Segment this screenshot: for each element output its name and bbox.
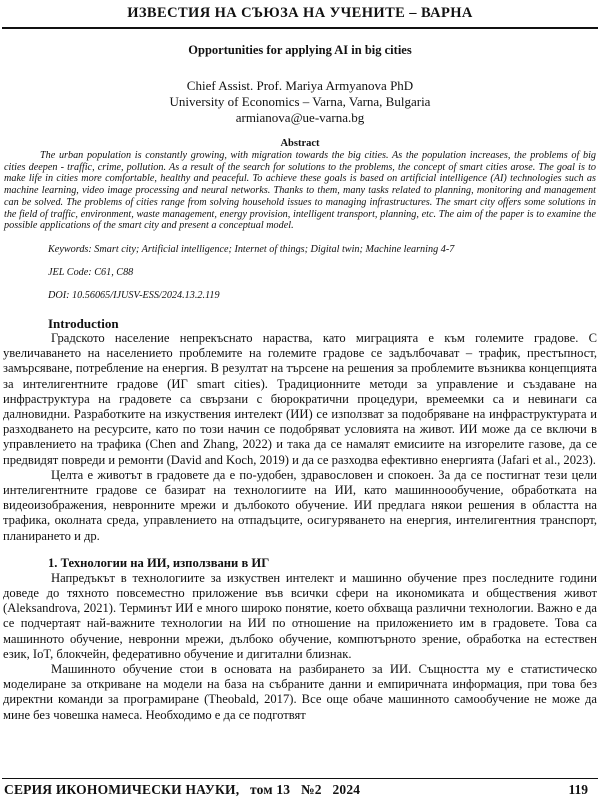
series-name: СЕРИЯ ИКОНОМИЧЕСКИ НАУКИ, — [4, 782, 240, 797]
section-1-paragraph-2: Машинното обучение стои в основата на разбирането за ИИ. Същността му е статистическо моделиране за откриване на модели на база на събраните данни и емпиричната информация, при това без директни команди за програмиране (Theobald, 2017). Все още обаче машинното самообучение не може да мине без човешка намеса. Необходимо е да се подготвят — [3, 661, 597, 722]
abstract-text: The urban population is constantly growing, with migration towards the big cities. As the population increases, the problems of big cities deepen - traffic, crime, pollution. As a result of the search for solutions to the problems, the concept of smart cities arose. The goal is to make life in cities more comfortable, healthy and peaceful. To achieve these goals is based on artificial intelligence (AI) technologies such as machine learning, video image processing and neural networks. Thanks to them, many tasks related to planning, monitoring and management can be solved. The problems of cities range from solving household issues to managing infrastructures. The smart city offers some solutions in the field of traffic, environment, waste management, energy provision, intelligent transport, planning, etc. The aim of the paper is to examine the possible applications of the smart city and present a conceptual model. — [4, 150, 596, 232]
issue: №2 — [300, 782, 322, 797]
year: 2024 — [332, 782, 361, 797]
volume: том 13 — [250, 782, 291, 797]
doi: DOI: 10.56065/IJUSV-ESS/2024.13.2.119 — [48, 289, 220, 301]
intro-paragraph-1: Градското население непрекъснато нараства, като миграцията е към големите градове. С увеличаването на населението проблемите на големите градове се задълбочават – трафик, престъпност, замърсяване, потребление на енергия. В резултат на търсене на решения за проблемите възниква концепцията за интелигентните градове (ИГ smart cities). Традиционните методи за управление и създаване на инфраструктура на градовете са свързани с бюрократични процедури, времеемки са и невинаги са далновидни. Разработките на изкуствения интелект (ИИ) се използват за подобряване на инфраструктурата и разходването на ресурсите, като по този начин се подобряват условията на живот. ИИ може да се включи в управлението на трафика (Chen and Zhang, 2022) и така да се намалят емисиите на изгорелите газове, да се предвидят повреди и ремонти (David and Koch, 2019) и да се разходва ефективно енергията (Jafari et al., 2023). — [3, 330, 597, 467]
header-rule — [2, 27, 598, 29]
section-1-heading: 1. Технологии на ИИ, използвани в ИГ — [48, 555, 270, 570]
jel-code: JEL Code: C61, C88 — [48, 266, 134, 278]
intro-paragraph-2: Целта е животът в градовете да е по-удобен, здравословен и спокоен. За да се постигнат тези цели интелигентните градове се базират на технологиите на ИИ, като машинноообучение, обработката на видеоизображения, невронните мрежи и дълбокото обучение. ИИ предлага някои решения в областта на трафика, околната среда, управлението на отпадъците, осигуряването на енергия, интелигентния транспорт, планирането и др. — [3, 467, 597, 543]
page-number: 119 — [568, 782, 588, 797]
article-title: Opportunities for applying AI in big cities — [188, 43, 412, 57]
author-affiliation: University of Economics – Varna, Varna, Bulgaria — [169, 94, 431, 109]
journal-footer — [4, 781, 588, 799]
footer-rule — [2, 778, 598, 779]
keywords: Keywords: Smart city; Artificial intelligence; Internet of things; Digital twin; Machine learning 4-7 — [48, 243, 455, 255]
abstract-heading: Abstract — [280, 138, 320, 149]
journal-header: ИЗВЕСТИЯ НА СЪЮЗА НА УЧЕНИТЕ – ВАРНА — [127, 5, 473, 21]
footer-citation — [4, 781, 360, 799]
introduction-heading: Introduction — [48, 315, 119, 331]
author-name: Chief Assist. Prof. Mariya Armyanova PhD — [186, 78, 414, 93]
author-block — [0, 78, 600, 126]
author-email: armianova@ue-varna.bg — [235, 110, 365, 125]
section-1-paragraph-1: Напредъкът в технологиите за изкуствен интелект и машинно обучение през последните години доведе до тяхното повсеместно приложение във всички сфери на икономиката и обществения живот (Aleksandrova, 2021). Терминът ИИ е много широко понятие, което обхваща различни технологии. Важно е да се подчертаят най-важните технологии на ИИ по отношение на приложението им в градовете. Това са машинното обучение, невронни мрежи, дълбоко обучение, компютърното зрение, обработка на естествен език, IoT, блокчейн, федеративно обучение и дигитални близнак. — [3, 570, 597, 661]
article-content — [0, 42, 600, 723]
